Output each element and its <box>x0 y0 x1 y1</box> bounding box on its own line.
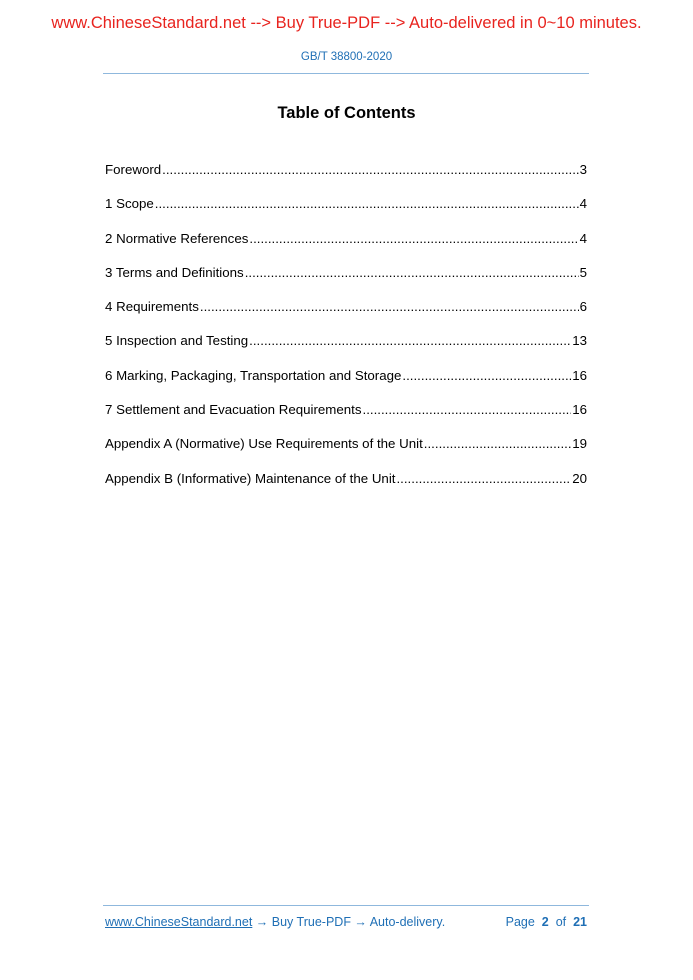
toc-dot-leader <box>155 194 579 214</box>
toc-entry-label: Foreword <box>105 162 162 177</box>
footer-site-link[interactable]: www.ChineseStandard.net <box>105 915 253 929</box>
toc-dot-leader <box>249 331 571 351</box>
footer-buy-text: Buy True-PDF <box>271 915 351 929</box>
toc-dot-leader <box>363 400 572 420</box>
toc-dot-leader <box>162 160 578 180</box>
toc-entry-scope[interactable] <box>105 194 587 228</box>
toc-entry-appendix-a[interactable] <box>105 434 587 468</box>
toc-page-number: 13 <box>572 333 587 349</box>
toc-title: Table of Contents <box>277 104 416 122</box>
toc-page-number: 4 <box>579 230 587 246</box>
toc-dot-leader <box>245 263 579 283</box>
toc-entry-label: 7 Settlement and Evacuation Requirements <box>105 402 362 418</box>
toc-dot-leader <box>424 434 571 454</box>
toc-dot-leader <box>402 366 571 386</box>
toc-entry-label: 1 Scope <box>105 196 154 212</box>
toc-entry-requirements[interactable] <box>105 297 587 331</box>
toc-entry-label: 2 Normative References <box>105 230 249 246</box>
toc-entry-foreword[interactable] <box>105 160 587 194</box>
promo-banner[interactable]: www.ChineseStandard.net --> Buy True-PDF --> Auto-delivered in 0~10 minutes. <box>51 14 642 32</box>
total-pages-number: 21 <box>573 915 587 929</box>
toc-entry-label: Appendix B (Informative) Maintenance of the Unit <box>105 470 396 486</box>
toc-page-number: 16 <box>572 367 587 383</box>
toc-page-number: 6 <box>579 299 587 315</box>
toc-entry-appendix-b[interactable] <box>105 469 587 503</box>
arrow-right-icon: → <box>350 915 370 929</box>
toc-entry-inspection-testing[interactable] <box>105 331 587 365</box>
toc-entry-normative-references[interactable] <box>105 229 587 263</box>
toc-entry-settlement-evacuation[interactable] <box>105 400 587 434</box>
toc-page-number: 5 <box>579 264 587 280</box>
page-indicator <box>506 915 587 929</box>
toc-entry-label: 4 Requirements <box>105 299 199 315</box>
toc-page-number: 20 <box>572 470 587 486</box>
toc-entry-label: 6 Marking, Packaging, Transportation and Storage <box>105 367 402 383</box>
toc-page-number: 4 <box>579 196 587 212</box>
footer-delivery-text: Auto-delivery. <box>369 915 446 929</box>
toc-entry-label: Appendix A (Normative) Use Requirements of the Unit <box>105 436 423 452</box>
toc-entry-label: 3 Terms and Definitions <box>105 264 244 280</box>
current-page-number: 2 <box>541 915 549 929</box>
toc-entry-terms-definitions[interactable] <box>105 263 587 297</box>
footer-divider <box>103 905 589 906</box>
toc-page-number: 3 <box>579 162 587 177</box>
arrow-right-icon: → <box>252 915 272 929</box>
footer-links <box>105 915 445 929</box>
of-label: of <box>555 915 567 929</box>
toc-page-number: 16 <box>572 402 587 418</box>
toc-dot-leader <box>200 297 579 317</box>
page-label: Page <box>505 915 535 929</box>
toc-entry-label: 5 Inspection and Testing <box>105 333 249 349</box>
standard-code: GB/T 38800-2020 <box>300 51 393 63</box>
toc-page-number: 19 <box>572 436 587 452</box>
toc-dot-leader <box>249 229 578 249</box>
toc-list <box>105 160 587 503</box>
header-divider <box>103 73 589 74</box>
toc-entry-marking-packaging[interactable] <box>105 366 587 400</box>
page-footer <box>105 915 587 929</box>
toc-dot-leader <box>396 469 571 489</box>
